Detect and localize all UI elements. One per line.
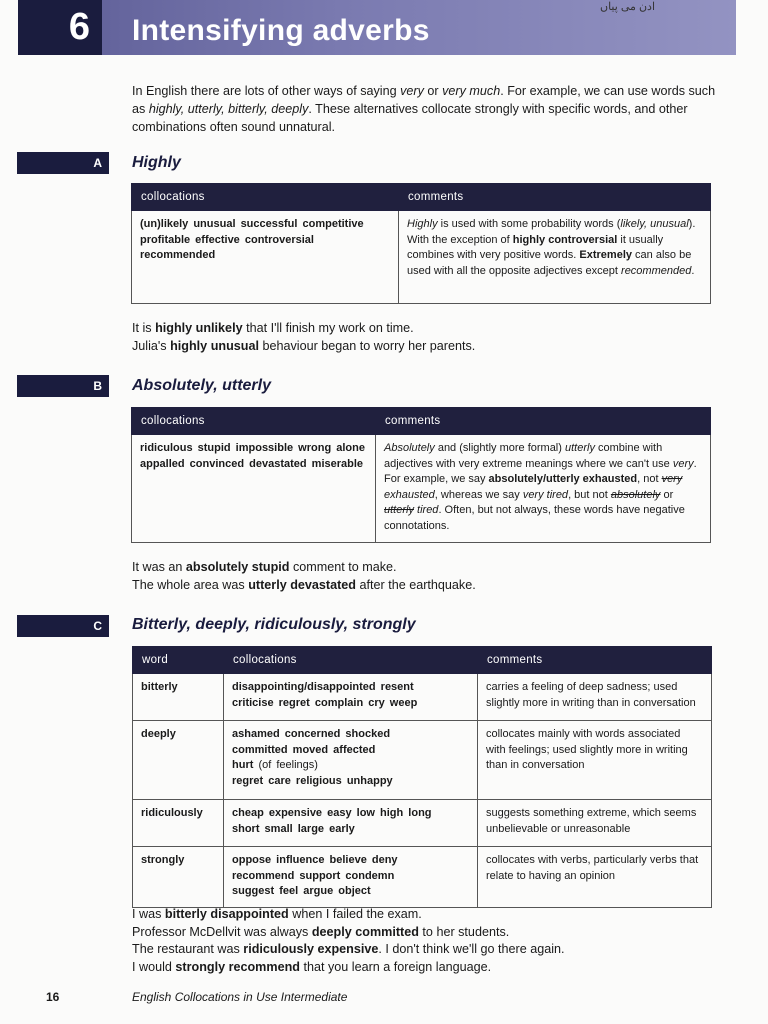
table-row: [132, 435, 711, 543]
text-run: oppose influence believe deny: [232, 854, 398, 866]
text-run: Julia's: [132, 338, 171, 353]
text-run: absolutely: [610, 488, 661, 501]
text-run: committed moved affected: [232, 743, 376, 756]
text-run: Extremely: [579, 249, 632, 261]
text-run: absolutely stupid: [185, 560, 290, 574]
collocations-cell: [224, 847, 478, 908]
text-run: likely, unusual: [620, 218, 689, 230]
text-run: or: [423, 84, 443, 98]
text-run: disappointing/disappointed resent: [232, 681, 414, 693]
word-cell: deeply: [133, 721, 224, 800]
collocation-line: [232, 727, 469, 743]
word-cell: strongly: [133, 847, 224, 908]
text-run: that you learn a foreign language.: [299, 959, 492, 974]
text-run: , but not: [568, 488, 611, 501]
word-cell: ridiculously: [133, 800, 224, 847]
text-run: utterly: [384, 504, 414, 516]
example-sentence: [132, 906, 565, 924]
collocations-cell: [224, 721, 478, 800]
header-comments: comments: [399, 184, 711, 211]
collocations-cell: [224, 800, 478, 847]
text-run: The whole area was: [132, 577, 249, 592]
header-collocations: collocations: [132, 184, 399, 211]
text-run: I would: [132, 959, 176, 974]
example-sentence: [132, 924, 565, 942]
section-c-examples: [132, 906, 565, 976]
text-run: tired: [413, 504, 439, 516]
collocation-line: [232, 758, 469, 774]
text-run: after the earthquake.: [356, 577, 476, 592]
intro-paragraph: [132, 82, 722, 136]
table-row: [133, 674, 712, 721]
table-row: [132, 211, 711, 304]
text-run: short small large early: [232, 822, 355, 835]
section-a-title: Highly: [132, 154, 181, 171]
section-a-tab: [17, 152, 109, 174]
comment-cell: [376, 435, 711, 543]
table-header-row: [132, 408, 711, 435]
text-run: combine with adjectives with very extreme meanings where we can't use: [384, 442, 673, 470]
text-run: ashamed concerned shocked: [232, 728, 391, 740]
text-run: cheap expensive easy low high long: [232, 807, 432, 819]
text-run: is used with some probability words (: [437, 218, 621, 230]
text-run: highly unusual: [170, 338, 259, 353]
text-run: that I'll finish my work on time.: [242, 321, 414, 335]
text-run: exhausted: [384, 488, 435, 501]
text-run: It was an: [132, 560, 186, 574]
word-cell: bitterly: [133, 674, 224, 721]
text-run: , whereas we say: [434, 488, 523, 501]
comment-cell: suggests something extreme, which seems unbelievable or unreasonable: [478, 800, 712, 847]
section-c-letter: C: [93, 619, 102, 633]
collocation-line: [232, 806, 469, 822]
unit-number-box: [18, 0, 102, 55]
header-comments: comments: [376, 408, 711, 435]
text-run: and (slightly more formal): [434, 442, 565, 454]
collocation-line: [232, 853, 469, 869]
table-row: [133, 721, 712, 800]
text-run: . I don't think we'll go there again.: [378, 942, 565, 956]
collocation-line: [232, 774, 469, 790]
section-a-table: [131, 183, 711, 304]
text-run: Highly: [407, 218, 438, 230]
text-run: regret care religious unhappy: [232, 774, 393, 787]
text-run: ridiculously expensive: [243, 942, 379, 956]
unit-number: 6: [68, 6, 90, 48]
example-sentence: [132, 338, 475, 356]
text-run: comment to make.: [289, 560, 397, 574]
collocation-line: [232, 869, 469, 885]
text-run: utterly: [564, 442, 595, 454]
text-run: behaviour began to worry her parents.: [258, 338, 476, 353]
section-a-letter: A: [93, 156, 102, 170]
section-b-letter: B: [93, 379, 102, 393]
collocations-cell: [224, 674, 478, 721]
table-header-row: [132, 184, 711, 211]
example-sentence: [132, 941, 565, 959]
collocation-line: [232, 743, 469, 759]
text-run: recommend support condemn: [232, 869, 395, 882]
text-run: to her students.: [418, 924, 510, 939]
text-run: it usually combines with very positive words.: [407, 233, 664, 261]
section-b-title: Absolutely, utterly: [132, 377, 271, 394]
text-run: highly, utterly, bitterly, deeply: [148, 102, 309, 116]
table-header-row: [133, 647, 712, 674]
example-sentence: [132, 577, 476, 595]
handwritten-note: ادن می پیاں: [600, 1, 656, 13]
text-run: (of feelings): [253, 759, 318, 771]
collocation-line: [232, 696, 469, 712]
collocation-line: [232, 680, 469, 696]
text-run: highly unlikely: [155, 321, 243, 335]
text-run: , not: [637, 473, 662, 485]
text-run: Absolutely: [384, 442, 435, 454]
text-run: I was: [132, 907, 165, 921]
text-run: utterly devastated: [248, 577, 357, 592]
text-run: absolutely/utterly exhausted: [488, 473, 638, 485]
section-b-table: [131, 407, 711, 543]
header-collocations: collocations: [132, 408, 376, 435]
header-comments: comments: [478, 647, 712, 674]
text-run: Professor McDellvit was always: [132, 924, 312, 939]
text-run: In English there are lots of other ways of saying: [132, 84, 401, 98]
text-run: The restaurant was: [132, 942, 244, 956]
section-b-examples: [132, 559, 476, 594]
text-run: very: [400, 84, 424, 98]
text-run: . For example, we say: [384, 457, 697, 485]
text-run: ). With the exception of: [407, 218, 696, 246]
text-run: strongly recommend: [175, 959, 300, 974]
text-run: or: [660, 488, 674, 501]
example-sentence: [132, 959, 565, 977]
unit-title: Intensifying adverbs: [132, 14, 430, 47]
section-c-tab: [17, 615, 109, 637]
header-collocations: collocations: [224, 647, 478, 674]
text-run: bitterly disappointed: [164, 907, 289, 921]
text-run: very: [661, 473, 683, 485]
text-run: very tired: [522, 488, 569, 501]
text-run: very much: [442, 84, 501, 98]
text-run: criticise regret complain cry weep: [232, 696, 418, 709]
text-run: when I failed the exam.: [288, 907, 422, 921]
collocations-cell: (un)likely unusual successful competitive profitable effective controversial recommended: [132, 211, 399, 304]
text-run: . Often, but not always, these words have negative connotations.: [384, 504, 685, 532]
text-run: highly controversial: [512, 233, 618, 246]
text-run: hurt: [232, 759, 254, 771]
text-run: suggest feel argue object: [232, 885, 371, 897]
comment-cell: collocates mainly with words associated with feelings; used slightly more in writing than in conversation: [478, 721, 712, 800]
comment-cell: [399, 211, 711, 304]
text-run: can also be used with all the opposite adjectives except: [407, 249, 692, 277]
section-a-examples: [132, 320, 475, 355]
collocation-line: [232, 884, 469, 900]
book-title: English Collocations in Use Intermediate: [132, 990, 348, 1004]
page-number: 16: [46, 990, 60, 1004]
text-run: very: [672, 457, 694, 470]
text-run: . These alternatives collocate strongly with specific words, and other combinations often sound unnatural.: [132, 102, 688, 134]
section-c-title: Bitterly, deeply, ridiculously, strongly: [132, 616, 416, 633]
text-run: recommended: [621, 264, 692, 277]
text-run: deeply committed: [311, 924, 419, 939]
section-b-tab: [17, 375, 109, 397]
example-sentence: [132, 320, 475, 338]
collocations-cell: ridiculous stupid impossible wrong alone appalled convinced devastated miserable: [132, 435, 376, 543]
table-row: [133, 847, 712, 908]
text-run: . For example, we can use words such as: [132, 84, 716, 116]
table-row: [133, 800, 712, 847]
comment-cell: collocates with verbs, particularly verbs that relate to having an opinion: [478, 847, 712, 908]
section-c-table: [132, 646, 712, 908]
collocation-line: [232, 822, 469, 838]
example-sentence: [132, 559, 476, 577]
text-run: It is: [132, 321, 156, 335]
text-run: .: [691, 264, 695, 277]
comment-cell: carries a feeling of deep sadness; used slightly more in writing than in conversation: [478, 674, 712, 721]
header-word: word: [133, 647, 224, 674]
